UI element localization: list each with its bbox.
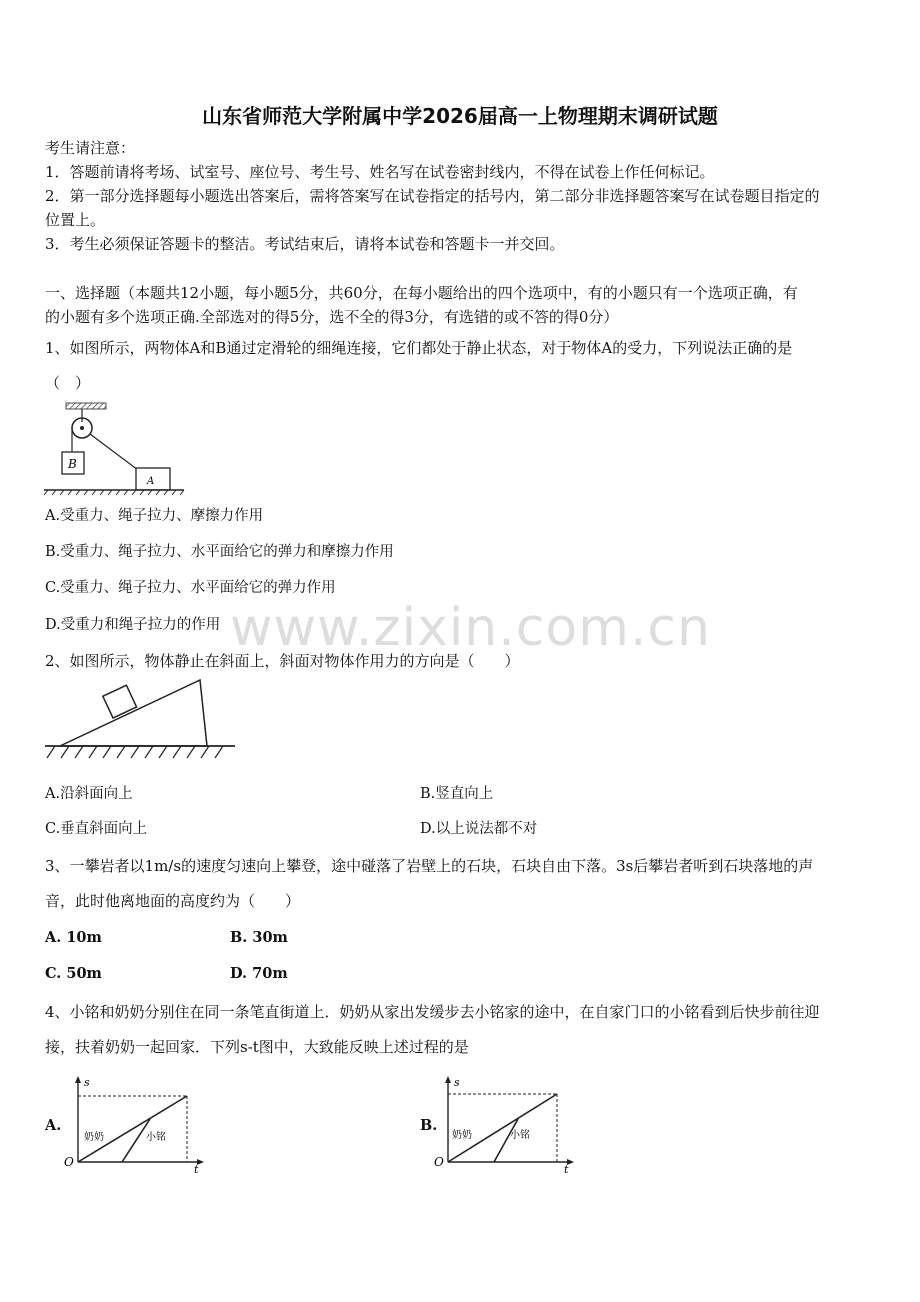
q1-option-d: D.受重力和绳子拉力的作用 [45,617,221,633]
q2-option-c: C.垂直斜面向上 [45,821,148,837]
q4-stem-1: 4、小铭和奶奶分别住在同一条笔直街道上．奶奶从家出发缓步去小铭家的途中，在自家门口的小铭看到后快步前往迎 [45,1003,820,1021]
notice-item-1: 1．答题前请将考场、试室号、座位号、考生号、姓名写在试卷密封线内，不得在试卷上作任何标记。 [45,163,715,181]
q1-stem-1: 1、如图所示，两物体A和B通过定滑轮的细绳连接，它们都处于静止状态，对于物体A的受力，下列说法正确的是 [45,339,793,357]
q4-b-xiaoming-label: 小铭 [510,1130,530,1141]
q1-option-c: C.受重力、绳子拉力、水平面给它的弹力作用 [45,580,336,596]
q4-a-origin: O [64,1155,74,1169]
q4-graph-a [62,1074,212,1174]
watermark: www.zixin.com.cn [230,598,711,658]
q2-incline-figure [45,676,235,776]
document-title: 山东省师范大学附属中学2026届高一上物理期末调研试题 [202,104,718,128]
q1-stem-2: （ ） [45,374,91,392]
q1-option-b: B.受重力、绳子拉力、水平面给它的弹力和摩擦力作用 [45,544,394,560]
q4-b-axis-t: t [564,1163,569,1176]
q2-stem: 2、如图所示，物体静止在斜面上，斜面对物体作用力的方向是（ ） [45,652,520,670]
q1-pulley-figure [44,400,184,495]
notice-item-2-cont: 位置上。 [45,211,106,229]
q4-a-xiaoming-label: 小铭 [146,1132,166,1143]
q3-option-b: B. 30m [230,929,288,946]
section-instructions-1: 一、选择题（本题共12小题，每小题5分，共60分，在每小题给出的四个选项中，有的小题只有一个选项正确，有 [45,284,798,302]
q4-a-axis-t: t [194,1163,199,1176]
q2-option-a: A.沿斜面向上 [45,786,133,802]
q1-block-b-label: B [68,457,77,471]
q4-graph-b [432,1074,582,1174]
q4-graph-a-label: A. [45,1117,62,1134]
q4-b-grandma-label: 奶奶 [452,1130,472,1141]
notice-heading: 考生请注意： [45,139,136,157]
q4-b-axis-s: s [454,1076,460,1089]
q3-option-d: D. 70m [230,965,288,982]
notice-item-2: 2．第一部分选择题每小题选出答案后，需将答案写在试卷指定的括号内，第二部分非选择题答案写在试卷题目指定的 [45,187,820,205]
q3-stem-2: 音，此时他离地面的高度约为（ ） [45,892,301,910]
q4-b-origin: O [434,1155,444,1169]
q3-option-a: A. 10m [45,929,102,946]
q1-option-a: A.受重力、绳子拉力、摩擦力作用 [45,508,264,524]
notice-item-3: 3．考生必须保证答题卡的整洁。考试结束后，请将本试卷和答题卡一并交回。 [45,235,565,253]
q1-block-a-label: A [147,476,155,487]
q4-a-grandma-label: 奶奶 [84,1132,104,1143]
section-instructions-2: 的小题有多个选项正确.全部选对的得5分，选不全的得3分，有选错的或不答的得0分） [45,308,619,326]
q2-option-d: D.以上说法都不对 [420,821,538,837]
q4-stem-2: 接，扶着奶奶一起回家．下列s-t图中，大致能反映上述过程的是 [45,1038,469,1056]
q2-option-b: B.竖直向上 [420,786,494,802]
q4-a-axis-s: s [84,1076,90,1089]
q4-graph-b-label: B. [420,1117,438,1134]
q3-stem-1: 3、一攀岩者以1m/s的速度匀速向上攀登，途中碰落了岩壁上的石块，石块自由下落。3s后攀岩者听到石块落地的声 [45,857,814,875]
q3-option-c: C. 50m [45,965,102,982]
